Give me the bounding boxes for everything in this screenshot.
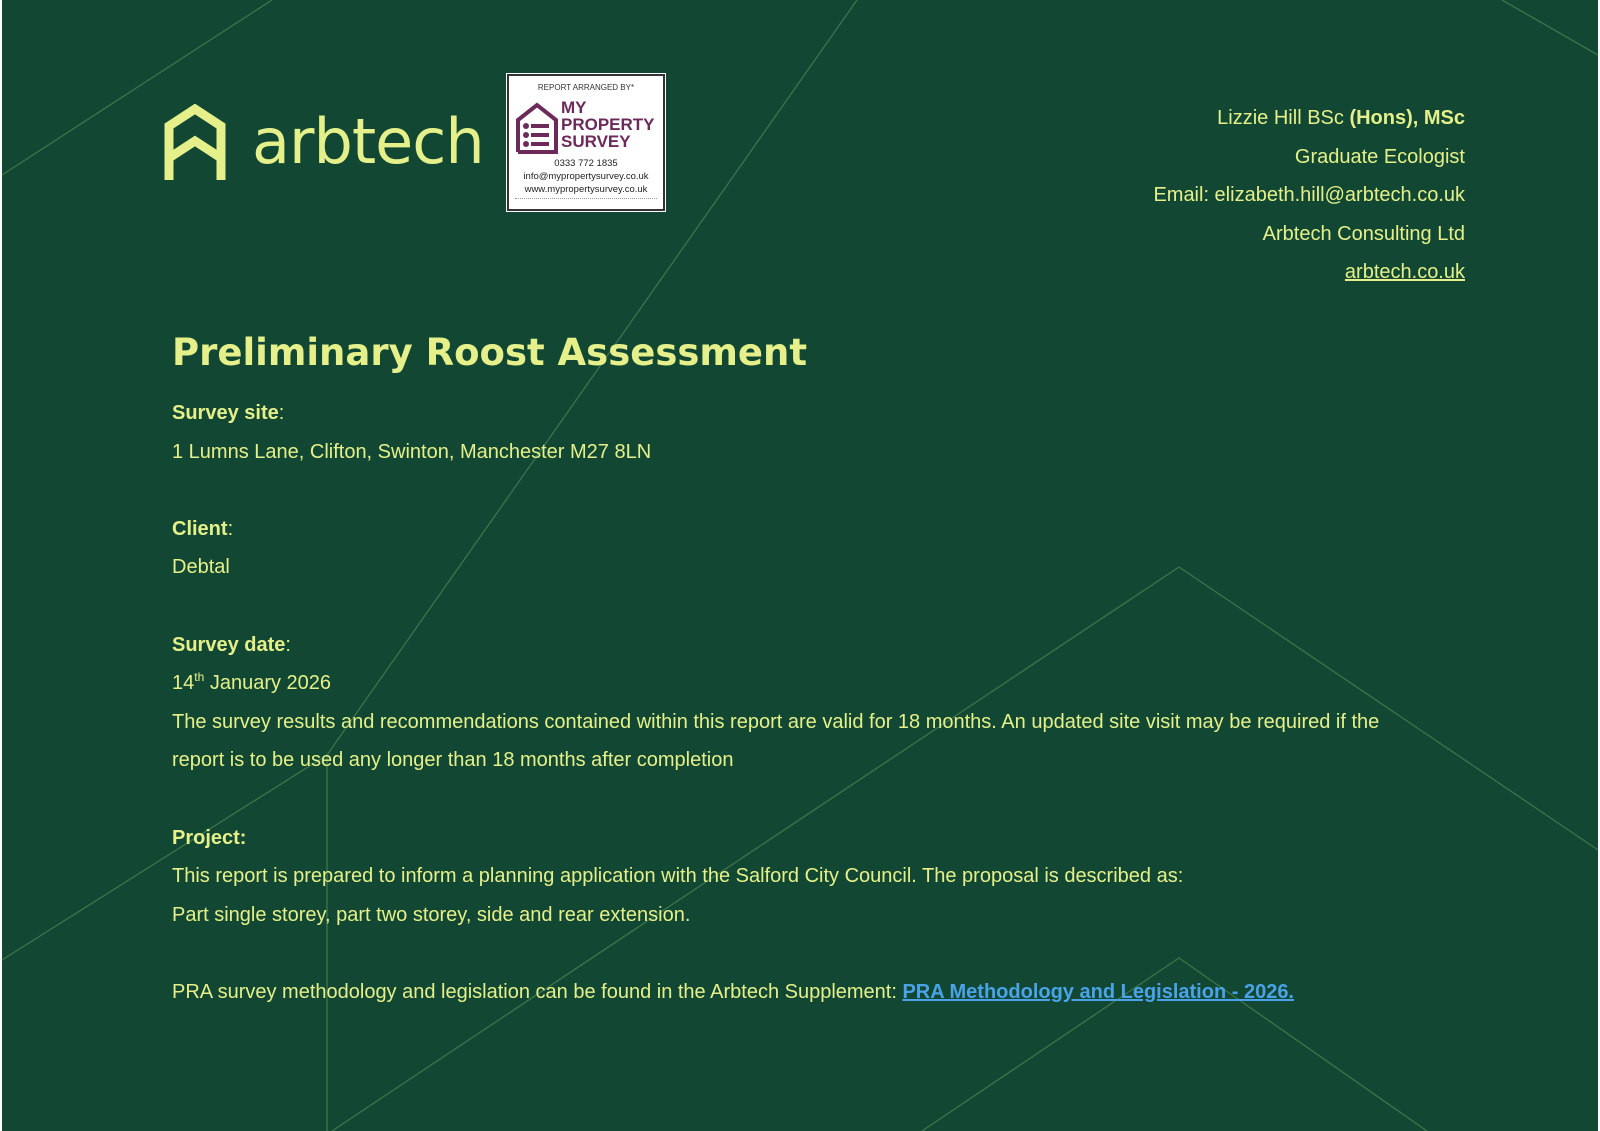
survey-site-heading: Survey site: [172, 402, 285, 424]
badge-header: REPORT ARRANGED BY* [537, 83, 635, 92]
client-value: Debtal [172, 556, 230, 579]
report-details [172, 330, 1472, 1012]
report-cover-page [2, 0, 1598, 1131]
project-description-line-1: This report is prepared to inform a planning application with the Salford City Council. The proposal is described as: [172, 865, 1184, 888]
report-title: Preliminary Roost Assessment [172, 331, 808, 374]
arbtech-logo-text: arbtech [252, 105, 484, 178]
house-list-icon [515, 102, 559, 154]
badge-title: MY PROPERTY SURVEY [561, 98, 655, 151]
author-email[interactable]: Email: elizabeth.hill@arbtech.co.uk [1153, 184, 1465, 206]
badge-phone: 0333 772 1835 [554, 158, 618, 169]
arbtech-logo[interactable] [164, 104, 484, 180]
survey-date-value: 14th January 2026 [172, 670, 332, 695]
author-role: Graduate Ecologist [1294, 145, 1465, 168]
arbtech-house-icon [164, 104, 226, 180]
badge-email: info@mypropertysurvey.co.uk [523, 171, 649, 182]
client-heading: Client: [172, 517, 234, 540]
company-name: Arbtech Consulting Ltd [1262, 222, 1465, 245]
my-property-survey-badge [507, 74, 665, 211]
company-website-link[interactable]: arbtech.co.uk [1344, 261, 1465, 283]
author-name: Lizzie Hill BSc (Hons), MSc [1217, 107, 1465, 129]
validity-text-line-1: The survey results and recommendations contained within this report are valid for 18 months. An updated site visit may be required if the [172, 710, 1380, 733]
badge-website: www.mypropertysurvey.co.uk [524, 184, 648, 195]
survey-date-heading: Survey date: [172, 633, 291, 656]
project-heading: Project: [172, 826, 247, 849]
survey-site-value: 1 Lumns Lane, Clifton, Swinton, Manchester M27 8LN [172, 440, 652, 463]
author-contact-block [1153, 104, 1465, 297]
pra-methodology-link[interactable]: PRA Methodology and Legislation - 2026. [902, 980, 1294, 1003]
badge-fine-print [515, 198, 657, 203]
methodology-note: PRA survey methodology and legislation can be found in the Arbtech Supplement: PRA Methodology and Legislation - 2026. [172, 980, 1294, 1003]
project-description-line-2: Part single storey, part two storey, side and rear extension. [172, 903, 691, 926]
author-qualifications: (Hons), MSc [1349, 107, 1465, 129]
validity-text-line-2: report is to be used any longer than 18 months after completion [172, 749, 734, 772]
